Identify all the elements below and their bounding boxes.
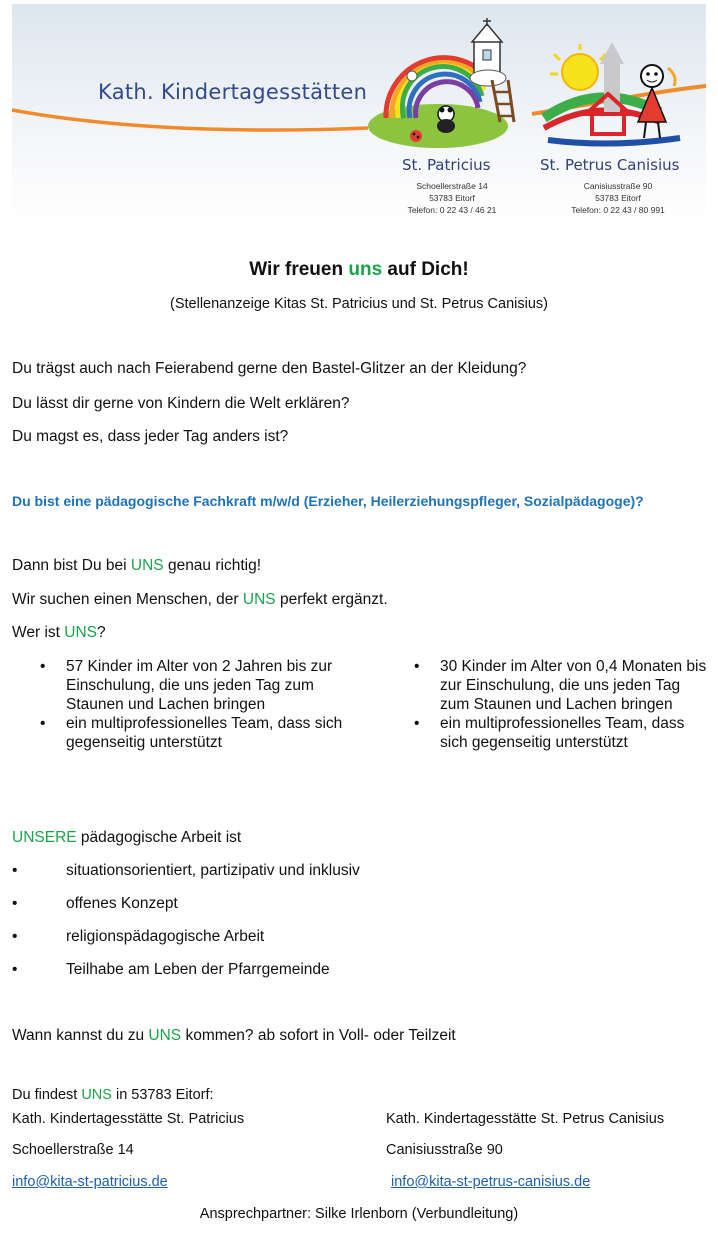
header-banner (12, 4, 706, 224)
when-c: kommen? ab sofort in Voll- oder Teilzeit (181, 1027, 456, 1044)
st-petrus-canisius-logo (540, 40, 690, 150)
kita2-name: St. Petrus Canisius (540, 156, 680, 174)
find-c: in 53783 Eitorf: (111, 1087, 214, 1103)
bullet-icon: • (12, 895, 18, 912)
page-title (0, 259, 718, 281)
intro-line-1 (12, 557, 261, 575)
intro-2c: perfekt ergänzt. (275, 591, 388, 608)
kita1-phone: Telefon: 0 22 43 / 46 21 (407, 205, 497, 215)
bullet-icon: • (12, 862, 18, 879)
who-list-right (412, 657, 712, 752)
kita1-name: St. Patricius (402, 156, 491, 174)
kita2-phone: Telefon: 0 22 43 / 80 991 (571, 205, 665, 215)
contact-right-street: Canisiusstraße 90 (386, 1142, 503, 1158)
intro-line-2 (12, 591, 388, 609)
intro-3-uns: UNS (64, 624, 97, 641)
intro-3a: Wer ist (12, 624, 65, 641)
work-item-text: Teilhabe am Leben der Pfarrgemeinde (66, 961, 330, 978)
list-item: • 57 Kinder im Alter von 2 Jahren bis zur Einschulung, die uns jeden Tag zum Staunen und Lachen bringen (38, 657, 348, 714)
work-item-text: religionspädagogische Arbeit (66, 928, 265, 945)
subtitle: (Stellenanzeige Kitas St. Patricius und St. Petrus Canisius) (170, 296, 548, 312)
list-item: • ein multiprofessionelles Team, dass sich gegenseitig unterstützt (412, 714, 712, 752)
headline-part2: auf Dich! (382, 259, 469, 280)
intro-1c: genau richtig! (163, 557, 262, 574)
kita1-address (392, 180, 512, 216)
work-heading-rest: pädagogische Arbeit ist (76, 829, 242, 846)
bullet-icon: • (12, 928, 18, 945)
email-link-canisius[interactable]: info@kita-st-petrus-canisius.de (391, 1174, 591, 1190)
kita1-street: Schoellerstraße 14 (416, 181, 488, 191)
when-uns: UNS (148, 1027, 182, 1044)
intro-3c: ? (96, 624, 106, 641)
intro-2a: Wir suchen einen Menschen, der (12, 591, 243, 608)
intro-1-uns: UNS (130, 557, 164, 574)
list-item: • 30 Kinder im Alter von 0,4 Monaten bis zur Einschulung, die uns jeden Tag zum Staunen und Lachen bringen (412, 657, 712, 714)
contact-intro (12, 1087, 214, 1103)
role-question: Du bist eine pädagogische Fachkraft m/w/d (Erzieher, Heilerziehungspfleger, Sozialpädagoge)? (12, 493, 644, 509)
intro-2-uns: UNS (242, 591, 276, 608)
headline-highlight: uns (348, 259, 383, 280)
work-heading (12, 829, 241, 847)
when-a: Wann kannst du zu (12, 1027, 149, 1044)
kita2-address (558, 180, 678, 216)
contact-person: Ansprechpartner: Silke Irlenborn (Verbundleitung) (199, 1206, 519, 1222)
organization-title: Kath. Kindertagesstätten (98, 80, 368, 104)
st-patricius-logo (368, 18, 528, 148)
contact-right-name: Kath. Kindertagesstätte St. Petrus Canisius (386, 1111, 665, 1127)
availability-line (12, 1027, 456, 1045)
contact-left-street: Schoellerstraße 14 (12, 1142, 134, 1158)
kita2-street: Canisiusstraße 90 (583, 181, 653, 191)
work-item-text: situationsorientiert, partizipativ und inklusiv (66, 862, 360, 879)
headline-part1: Wir freuen (249, 259, 349, 280)
find-a: Du findest (12, 1087, 82, 1103)
kita1-city: 53783 Eitorf (429, 193, 475, 203)
question-3: Du magst es, dass jeder Tag anders ist? (12, 428, 289, 445)
question-1: Du trägst auch nach Feierabend gerne den Bastel-Glitzer an der Kleidung? (12, 360, 527, 377)
question-2: Du lässt dir gerne von Kindern die Welt erklären? (12, 395, 350, 412)
email-link-patricius[interactable]: info@kita-st-patricius.de (12, 1174, 168, 1190)
work-item-text: offenes Konzept (66, 895, 178, 912)
find-uns: UNS (81, 1087, 112, 1103)
bullet-icon: • (12, 961, 18, 978)
list-item: • ein multiprofessionelles Team, dass sich gegenseitig unterstützt (38, 714, 348, 752)
intro-line-3 (12, 624, 106, 642)
intro-1a: Dann bist Du bei (12, 557, 131, 574)
work-heading-unsere: UNSERE (12, 829, 77, 846)
contact-left-name: Kath. Kindertagesstätte St. Patricius (12, 1111, 245, 1127)
kita2-city: 53783 Eitorf (595, 193, 641, 203)
who-list-left (38, 657, 348, 752)
